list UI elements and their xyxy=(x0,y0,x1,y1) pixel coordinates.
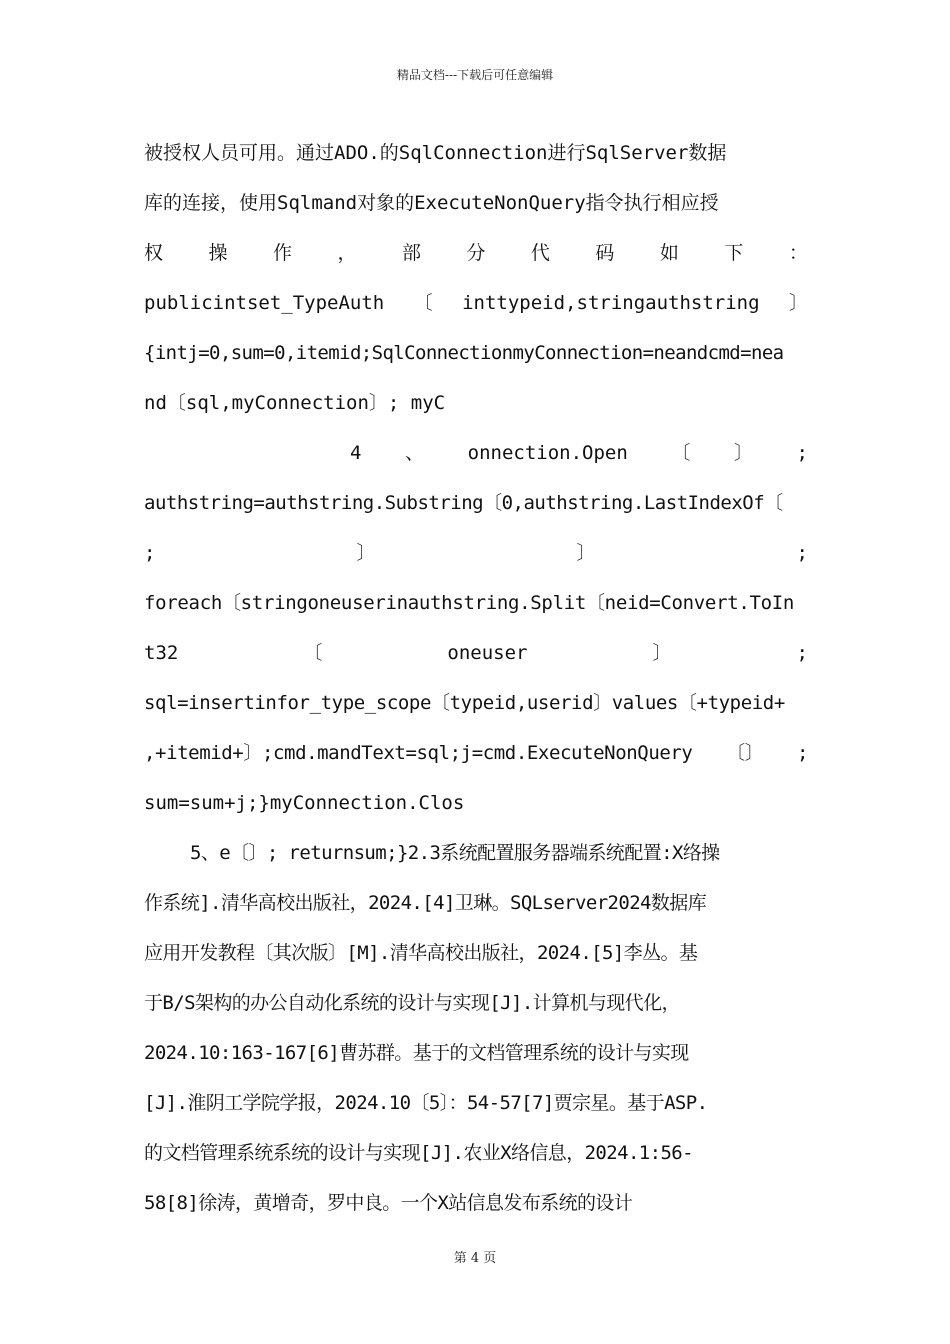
text-segment: ， xyxy=(337,242,357,264)
text-line-13 xyxy=(144,728,808,778)
text-segment: ; xyxy=(796,542,808,564)
text-segment: 〔 xyxy=(303,642,323,664)
text-line-3 xyxy=(144,228,808,278)
text-segment: 下 xyxy=(724,242,744,264)
text-segment: 作 xyxy=(272,242,292,264)
text-segment: ,+itemid+〕;cmd.mandText=sql;j=cmd.ExecuteNonQuery xyxy=(144,742,693,764)
text-segment: 4 xyxy=(350,442,362,464)
text-segment: 分 xyxy=(466,242,486,264)
text-line-12: sql=insertinfor_type_scope〔typeid,userid〕values〔+typeid+ xyxy=(144,692,785,714)
text-segment: 、 xyxy=(405,442,425,464)
text-line-7 xyxy=(144,428,808,478)
text-segment: 权 xyxy=(144,242,164,264)
text-segment: publicintset_TypeAuth xyxy=(144,292,385,314)
text-segment: 〔 xyxy=(671,442,691,464)
page-header: 精品文档---下载后可任意编辑 xyxy=(396,68,554,82)
text-segment: ; xyxy=(796,442,808,464)
text-segment: oneuser xyxy=(447,642,528,664)
text-line-11 xyxy=(144,628,808,678)
text-line-9 xyxy=(144,528,808,578)
text-segment: t32 xyxy=(144,642,179,664)
text-line-22: 58[8]徐涛，黄增奇，罗中良。一个X站信息发布系统的设计 xyxy=(144,1192,633,1214)
text-segment: 〕 xyxy=(733,442,753,464)
body-text xyxy=(144,128,808,1228)
text-segment: 〕 xyxy=(356,542,376,564)
text-segment: inttypeid,stringauthstring xyxy=(462,292,760,314)
text-line-21: 的文档管理系统系统的设计与实现[J].农业X络信息，2024.1:56- xyxy=(144,1142,693,1164)
text-segment: 操 xyxy=(208,242,228,264)
text-segment: ; xyxy=(144,542,156,564)
text-segment: 代 xyxy=(530,242,550,264)
text-segment: 〔 xyxy=(413,292,433,314)
page-footer: 第 4 页 xyxy=(453,1251,497,1266)
text-line-14: sum=sum+j;}myConnection.Clos xyxy=(144,792,465,814)
text-segment: ： xyxy=(788,242,808,264)
text-line-15: 5、e〔〕; returnsum;}2.3系统配置服务器端系统配置:X络操 xyxy=(190,842,720,864)
text-line-1: 被授权人员可用。通过ADO.的SqlConnection进行SqlServer数据 xyxy=(144,142,727,164)
text-segment: 〕 xyxy=(652,642,672,664)
text-line-5: {intj=0,sum=0,itemid;SqlConnectionmyConnection=neandcmd=nea xyxy=(144,342,784,364)
text-line-16: 作系统].清华高校出版社，2024.[4]卫琳。SQLserver2024数据库 xyxy=(144,892,707,914)
text-line-10: foreach〔stringoneuserinauthstring.Split〔neid=Convert.ToIn xyxy=(144,592,795,614)
text-segment: 码 xyxy=(595,242,615,264)
text-segment: ; xyxy=(796,742,808,764)
text-line-6: nd〔sql,myConnection〕; myC xyxy=(144,392,446,414)
text-line-8: authstring=authstring.Substring〔0,authstring.LastIndexOf〔 xyxy=(144,492,783,514)
text-line-4 xyxy=(144,278,808,328)
text-line-19: 2024.10:163-167[6]曹苏群。基于的文档管理系统的设计与实现 xyxy=(144,1042,689,1064)
text-line-20: [J].淮阴工学院学报，2024.10〔5〕：54-57[7]贾宗星。基于ASP. xyxy=(144,1092,708,1114)
text-line-18: 于B/S架构的办公自动化系统的设计与实现[J].计算机与现代化， xyxy=(144,992,680,1014)
text-segment: onnection.Open xyxy=(467,442,628,464)
text-segment: 〔〕 xyxy=(726,742,764,764)
text-segment: 如 xyxy=(659,242,679,264)
text-line-17: 应用开发教程〔其次版〕[M].清华高校出版社，2024.[5]李丛。基 xyxy=(144,942,698,964)
text-segment: ; xyxy=(796,642,808,664)
text-segment: 〕 xyxy=(576,542,596,564)
text-segment: 〕 xyxy=(788,292,808,314)
text-segment: 部 xyxy=(401,242,421,264)
text-line-2: 库的连接，使用Sqlmand对象的ExecuteNonQuery指令执行相应授 xyxy=(144,192,719,214)
